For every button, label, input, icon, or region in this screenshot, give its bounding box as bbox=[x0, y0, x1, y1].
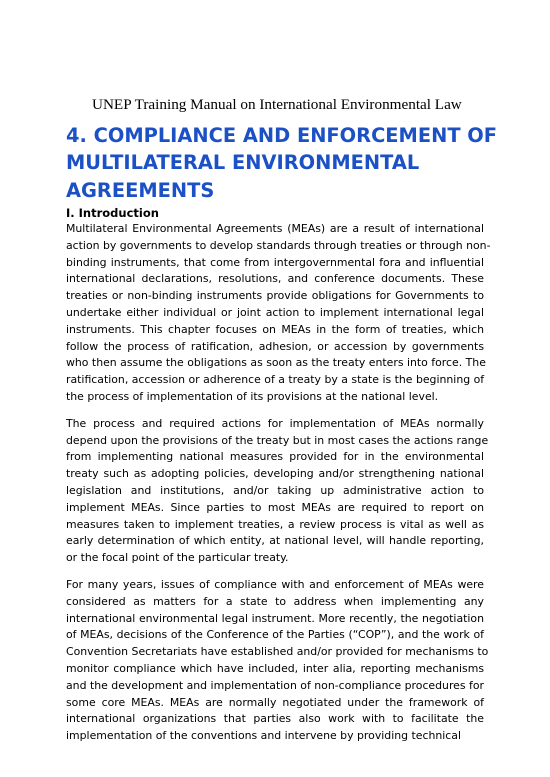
text-line: Convention Secretariats have established and/or provided for mechanisms to bbox=[66, 645, 489, 659]
text-line: from implementing national measures provided for in the environmental bbox=[66, 450, 484, 464]
text-line: instruments. This chapter focuses on MEAs in the form of treaties, which bbox=[66, 322, 484, 336]
chapter-title-line: AGREEMENTS bbox=[66, 178, 215, 202]
text-line: early determination of which entity, at national level, will handle reporting, bbox=[66, 534, 484, 548]
running-header: UNEP Training Manual on International Environmental Law bbox=[92, 96, 462, 113]
text-line: The process and required actions for implementation of MEAs normally bbox=[66, 416, 484, 430]
paragraph-3 bbox=[66, 577, 489, 745]
text-line: and the development and implementation of non-compliance procedures for bbox=[66, 678, 484, 692]
text-line: some core MEAs. MEAs are normally negotiated under the framework of bbox=[66, 695, 484, 709]
text-line: measures taken to implement treaties, a review process is vital as well as bbox=[66, 517, 484, 531]
paragraph-2 bbox=[66, 416, 489, 567]
chapter-title-line: MULTILATERAL ENVIRONMENTAL bbox=[66, 151, 420, 175]
body-text bbox=[66, 221, 491, 755]
chapter-title bbox=[66, 122, 496, 204]
text-line: undertake either individual or joint action to implement international legal bbox=[66, 305, 484, 319]
text-line: of MEAs, decisions of the Conference of the Parties (“COP”), and the work of bbox=[66, 628, 484, 642]
text-line: implementation of the conventions and intervene by providing technical bbox=[66, 729, 461, 743]
text-line: binding instruments, that come from intergovernmental fora and influential bbox=[66, 255, 484, 269]
text-line: ratification, accession or adherence of a treaty by a state is the beginning of bbox=[66, 373, 485, 387]
text-line: Multilateral Environmental Agreements (MEAs) are a result of international bbox=[66, 222, 484, 235]
text-line: action by governments to develop standards through treaties or through non- bbox=[66, 238, 491, 252]
text-line: legislation and institutions, and/or taking up administrative action to bbox=[66, 483, 484, 497]
text-line: follow the process of ratification, adhesion, or accession by governments bbox=[66, 339, 484, 353]
text-line: considered as matters for a state to address when implementing any bbox=[66, 594, 484, 608]
section-heading: I. Introduction bbox=[66, 206, 159, 220]
text-line: who then assume the obligations as soon as the treaty enters into force. The bbox=[66, 356, 486, 370]
text-line: implement MEAs. Since parties to most MEAs are required to report on bbox=[66, 500, 484, 514]
text-line: international declarations, resolutions, and conference documents. These bbox=[66, 272, 484, 286]
text-line: treaties or non-binding instruments provide obligations for Governments to bbox=[66, 289, 484, 303]
text-line: monitor compliance which have included, inter alia, reporting mechanisms bbox=[66, 661, 484, 675]
text-line: international environmental legal instrument. More recently, the negotiation bbox=[66, 611, 484, 625]
text-line: For many years, issues of compliance with and enforcement of MEAs were bbox=[66, 577, 484, 591]
paragraph-1 bbox=[66, 221, 491, 406]
text-line: depend upon the provisions of the treaty but in most cases the actions range bbox=[66, 433, 489, 447]
text-line: the process of implementation of its provisions at the national level. bbox=[66, 389, 439, 403]
text-line: or the focal point of the particular treaty. bbox=[66, 551, 289, 565]
text-line: international organizations that parties also work with to facilitate the bbox=[66, 712, 484, 726]
chapter-title-line: 4. COMPLIANCE AND ENFORCEMENT OF bbox=[66, 124, 498, 147]
text-line: treaty such as adopting policies, developing and/or strengthening national bbox=[66, 467, 484, 481]
